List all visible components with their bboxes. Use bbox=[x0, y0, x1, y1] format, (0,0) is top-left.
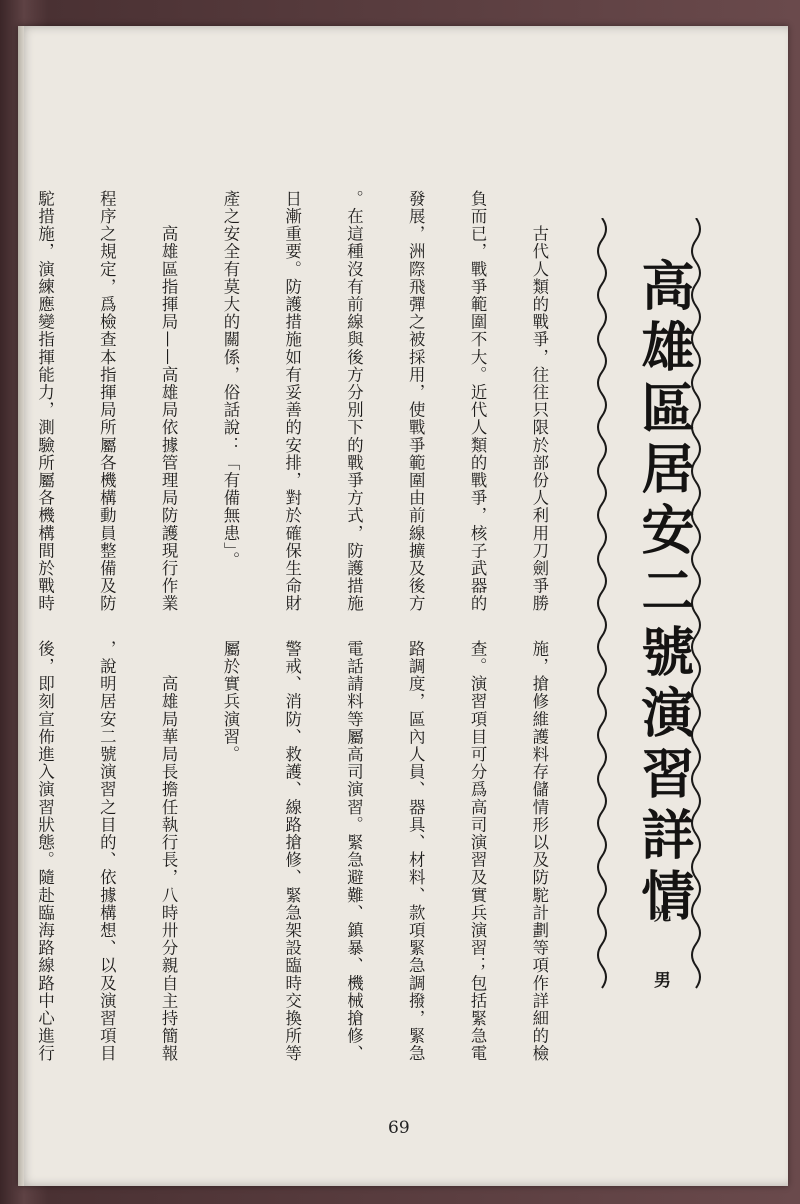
body-line: 路調度，區內人員、器具、材料、款項緊急調撥，緊急 bbox=[406, 640, 426, 1063]
body-line: 古代人類的戰爭，往往只限於部份人利用刀劍爭勝 bbox=[529, 190, 549, 613]
body-line: 高雄局華局長擔任執行長，八時卅分親自主持簡報 bbox=[159, 640, 179, 1063]
body-line: 後，即刻宣佈進入演習狀態。隨赴臨海路線路中心進行 bbox=[35, 640, 55, 1063]
title-block bbox=[598, 228, 708, 988]
body-line: ，說明居安二號演習之目的、依據構想、以及演習項目 bbox=[97, 640, 117, 1063]
body-line: 日漸重要。防護措施如有妥善的安排，對於確保生命財 bbox=[282, 190, 302, 613]
article-title: 高雄區居安二號演習詳情 bbox=[633, 258, 695, 929]
body-line: 程序之規定，爲檢查本指揮局所屬各機構動員整備及防 bbox=[97, 190, 117, 613]
body-line: 查。演習項目可分爲高司演習及實兵演習；包括緊急電 bbox=[468, 640, 488, 1063]
body-line: 負而已，戰爭範圍不大。近代人類的戰爭，核子武器的 bbox=[468, 190, 488, 613]
body-line: 產之安全有莫大的關係，俗話說：「有備無患」。 bbox=[220, 190, 240, 569]
article-body-lower bbox=[0, 640, 590, 1080]
body-line: 駝措施，演練應變指揮能力，測驗所屬各機構間於戰時 bbox=[35, 190, 55, 613]
body-line: 發展，洲際飛彈之被採用，使戰爭範圍由前線擴及後方 bbox=[406, 190, 426, 613]
body-line: 施，搶修維護料存儲情形以及防駝計劃等項作詳細的檢 bbox=[529, 640, 549, 1063]
body-line: 警戒、消防、救護、線路搶修、緊急架設臨時交換所等 bbox=[282, 640, 302, 1063]
article-body-upper bbox=[0, 190, 590, 613]
author-name: 光 男 bbox=[650, 905, 670, 1004]
body-line: 高雄區指揮局——高雄局依據管理局防護現行作業 bbox=[159, 190, 179, 613]
body-line: 屬於實兵演習。 bbox=[220, 640, 240, 764]
page-number: 69 bbox=[388, 1118, 410, 1138]
body-line: 。在這種沒有前線與後方分別下的戰爭方式，防護措施 bbox=[344, 190, 364, 613]
body-line: 電話請料等屬高司演習。緊急避難、鎮暴、機械搶修、 bbox=[344, 640, 364, 1063]
